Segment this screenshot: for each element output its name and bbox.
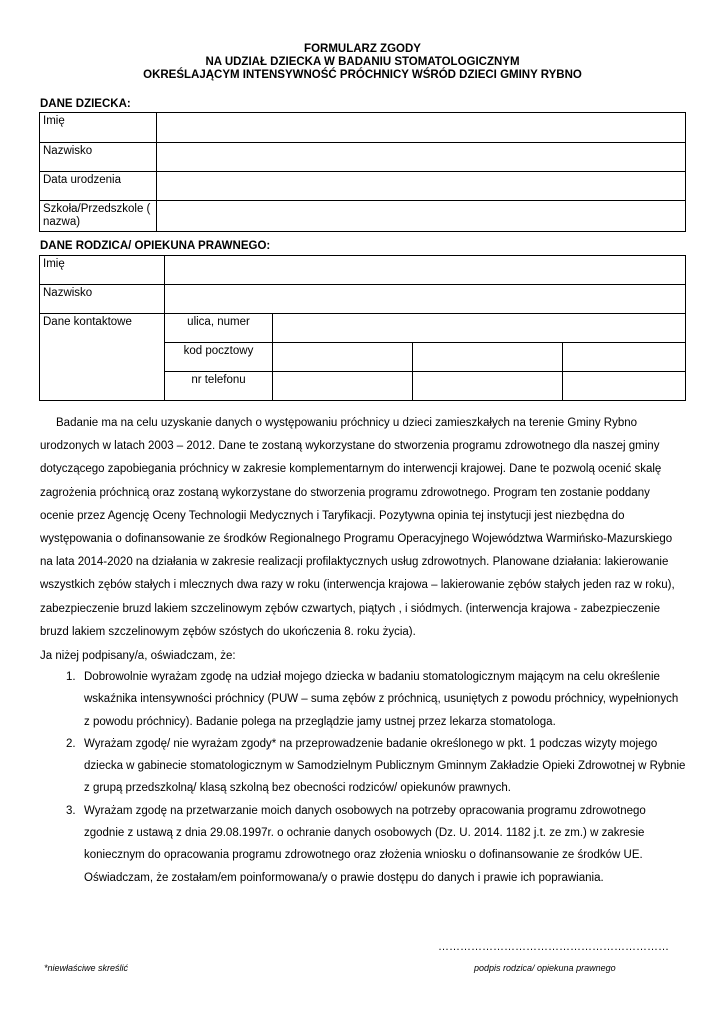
point-number: 1. bbox=[66, 671, 76, 683]
postal-code-field-3[interactable] bbox=[563, 343, 686, 372]
point-text: Wyrażam zgodę/ nie wyrażam zgody* na przeprowadzenie badanie określonego w pkt. 1 podczas wizyty mojego dziecka w gabinecie stomatologicznym w Samodzielnym Publicznym Gminnym Zakładzie Opieki Zdrowotnej w Rybnie z grupą przedszkolną/ klasą szkolną bez obecności rodziców/ opiekunów prawnych. bbox=[84, 737, 686, 795]
footnote: *niewłaściwe skreślić bbox=[44, 963, 129, 973]
point-number: 3. bbox=[66, 804, 76, 817]
signature-label: podpis rodzica/ opiekuna prawnego bbox=[474, 963, 616, 973]
consent-point bbox=[44, 733, 686, 800]
child-first-name-field[interactable] bbox=[157, 113, 686, 143]
phone-field-3[interactable] bbox=[563, 372, 686, 401]
point-text: Wyrażam zgodę na przetwarzanie moich danych osobowych na potrzeby opracowania programu zdrowotnego zgodnie z ustawą z dnia 29.08.1997r. o ochranie danych osobowych (Dz. U. 2014. 1182 j.t. ze zm.) w zakresie koniecznym do opracowania programu zdrowotnego oraz złożenia wniosku o dofinansowanie ze środków UE. Oświadczam, że zostałam/em poinformowana/y o prawie dostępu do danych i prawie ich poprawiania. bbox=[84, 804, 646, 884]
child-data-table bbox=[39, 112, 686, 232]
child-last-name-label: Nazwisko bbox=[40, 143, 157, 172]
consent-points-list bbox=[44, 666, 686, 889]
phone-field-1[interactable] bbox=[273, 372, 413, 401]
parent-last-name-field[interactable] bbox=[165, 285, 686, 314]
postal-code-field-1[interactable] bbox=[273, 343, 413, 372]
phone-label: nr telefonu bbox=[165, 372, 273, 401]
declaration-line: Ja niżej podpisany/a, oświadczam, że: bbox=[40, 650, 236, 662]
child-last-name-field[interactable] bbox=[157, 143, 686, 172]
consent-point bbox=[44, 800, 686, 889]
parent-first-name-label: Imię bbox=[40, 256, 165, 285]
parent-section-heading: DANE RODZICA/ OPIEKUNA PRAWNEGO: bbox=[40, 240, 271, 252]
parent-data-table bbox=[39, 255, 686, 401]
child-school-label: Szkoła/Przedszkole ( nazwa) bbox=[40, 201, 157, 232]
form-title: FORMULARZ ZGODY bbox=[304, 43, 421, 55]
child-birth-date-label: Data urodzenia bbox=[40, 172, 157, 201]
point-text: Dobrowolnie wyrażam zgodę na udział mojego dziecka w badaniu stomatologicznym mającym na celu określenie wskaźnika intensywności próchnicy (PUW – suma zębów z próchnicą, usuniętych z powodu próchnicy, wypełnionych z powodu próchnicy). Badanie polega na przeglądzie jamy ustnej przez lekarza stomatologa. bbox=[84, 671, 679, 728]
child-first-name-label: Imię bbox=[40, 113, 157, 143]
form-subtitle-line1: NA UDZIAŁ DZIECKA W BADANIU STOMATOLOGICZNYM bbox=[205, 56, 520, 68]
parent-first-name-field[interactable] bbox=[165, 256, 686, 285]
postal-code-field-2[interactable] bbox=[413, 343, 563, 372]
signature-line[interactable]: ……………………………………………………… bbox=[438, 941, 669, 953]
parent-last-name-label: Nazwisko bbox=[40, 285, 165, 314]
consent-point bbox=[44, 666, 686, 733]
form-subtitle-line2: OKREŚLAJĄCYM INTENSYWNOŚĆ PRÓCHNICY WŚRÓD DZIECI GMINY RYBNO bbox=[143, 69, 582, 81]
child-birth-date-field[interactable] bbox=[157, 172, 686, 201]
child-section-heading: DANE DZIECKA: bbox=[40, 98, 131, 110]
intro-paragraph bbox=[40, 412, 685, 644]
postal-code-label: kod pocztowy bbox=[165, 343, 273, 372]
intro-text: Badanie ma na celu uzyskanie danych o występowaniu próchnicy u dzieci zamieszkałych na terenie Gminy Rybno urodzonych w latach 2003 – 2012. Dane te zostaną wykorzystane do stworzenia programu zdrowotnego dla naszej gminy dotyczącego zapobiegania próchnicy w zakresie komplementarnym do interwencji krajowej. Dane te pozwolą ocenić skalę zagrożenia próchnicą oraz zostaną wykorzystane do stworzenia programu zdrowotnego. Program ten zostanie poddany ocenie przez Agencję Oceny Technologii Medycznych i Taryfikacji. Pozytywna opinia tej instytucji jest niezbędna do występowania o dofinansowanie ze środków Regionalnego Programu Operacyjnego Województwa Warmińsko-Mazurskiego na lata 2014-2020 na działania w zakresie realizacji profilaktycznych usług zdrowotnych. Planowane działania: lakierowanie wszystkich zębów stałych i mlecznych dwa razy w roku (interwencja krajowa – lakierowanie zębów stałych jeden raz w roku), zabezpieczenie bruzd lakiem szczelinowym zębów czwartych, piątych , i siódmych. (interwencja krajowa - zabezpieczenie bruzd lakiem szczelinowym zębów szóstych do ukończenia 8. roku życia). bbox=[40, 417, 675, 638]
street-field[interactable] bbox=[273, 314, 686, 343]
contact-data-label: Dane kontaktowe bbox=[40, 314, 165, 401]
street-label: ulica, numer bbox=[165, 314, 273, 343]
child-school-field[interactable] bbox=[157, 201, 686, 232]
point-number: 2. bbox=[66, 737, 76, 750]
phone-field-2[interactable] bbox=[413, 372, 563, 401]
